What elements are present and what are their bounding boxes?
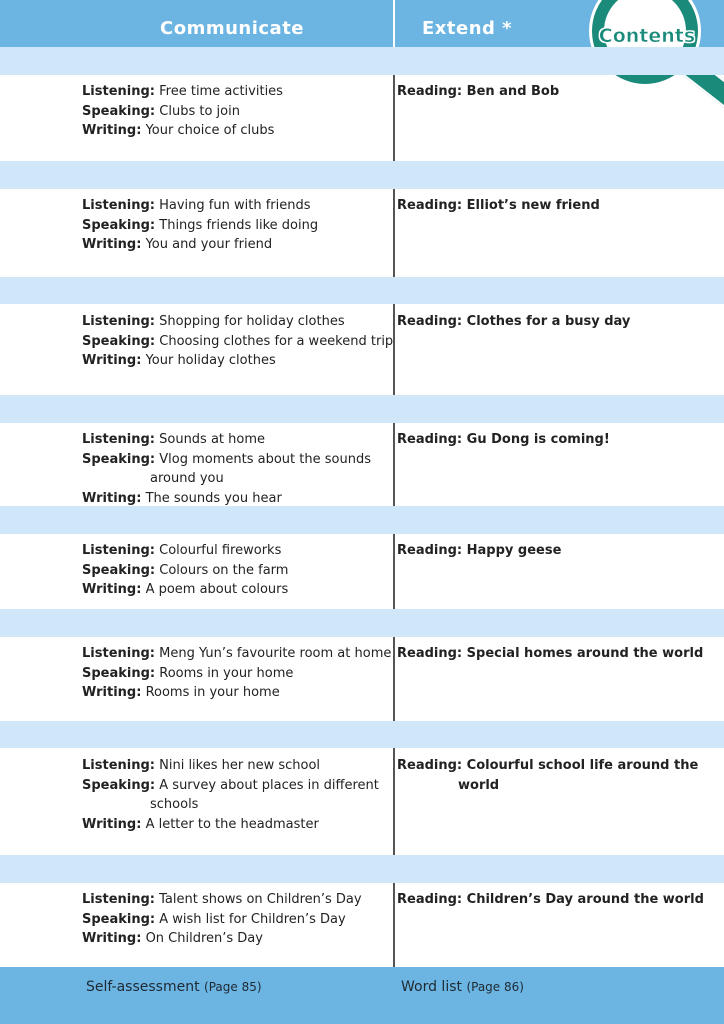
listening-label: Listening: — [82, 432, 155, 447]
speaking-text: Colours on the farm — [159, 562, 289, 578]
reading-text: Special homes around the world — [466, 646, 704, 661]
unit-band — [0, 609, 724, 637]
unit-band — [0, 277, 724, 304]
reading-label: Reading: — [397, 758, 463, 773]
writing-line — [82, 489, 382, 509]
speaking-line — [82, 561, 382, 581]
speaking-text: A survey about places in different — [159, 777, 379, 793]
communicate-cell — [82, 430, 382, 508]
column-divider — [393, 75, 395, 161]
listening-label: Listening: — [82, 758, 155, 773]
reading-line — [397, 890, 717, 910]
unit-band — [0, 47, 724, 75]
reading-text: Happy geese — [466, 543, 562, 558]
writing-label: Writing: — [82, 685, 142, 701]
speaking-continuation: schools — [150, 797, 199, 813]
speaking-text: Rooms in your home — [159, 665, 294, 681]
speaking-continuation: around you — [150, 471, 224, 487]
writing-text: You and your friend — [145, 237, 273, 253]
reading-line — [397, 756, 717, 776]
column-divider — [393, 534, 395, 609]
communicate-cell — [82, 756, 382, 834]
reading-text: Elliot’s new friend — [466, 198, 600, 213]
listening-text: Free time activities — [159, 84, 283, 99]
speaking-label: Speaking: — [82, 911, 156, 927]
speaking-label: Speaking: — [82, 217, 156, 233]
listening-text: Colourful fireworks — [159, 543, 282, 558]
reading-label: Reading: — [397, 543, 463, 558]
unit-band — [0, 161, 724, 189]
extend-cell — [397, 82, 717, 102]
communicate-cell — [82, 644, 392, 703]
speaking-line — [82, 450, 382, 470]
reading-label: Reading: — [397, 84, 463, 99]
reading-line — [397, 430, 717, 450]
speaking-label: Speaking: — [82, 333, 156, 349]
column-divider — [393, 423, 395, 506]
extend-cell — [397, 890, 717, 910]
writing-text: The sounds you hear — [145, 490, 282, 506]
communicate-cell — [82, 82, 382, 141]
listening-text: Sounds at home — [159, 432, 266, 447]
listening-line — [82, 312, 382, 332]
writing-text: Your choice of clubs — [145, 123, 275, 139]
reading-line — [397, 82, 717, 102]
communicate-cell — [82, 541, 382, 600]
reading-label: Reading: — [397, 432, 463, 447]
speaking-label: Speaking: — [82, 103, 156, 119]
listening-line — [82, 756, 382, 776]
listening-text: Shopping for holiday clothes — [159, 314, 345, 329]
contents-title: Contents — [598, 25, 696, 47]
unit-band — [0, 506, 724, 534]
listening-text: Talent shows on Children’s Day — [159, 892, 362, 907]
speaking-line — [82, 216, 382, 236]
writing-line — [82, 235, 382, 255]
speaking-label: Speaking: — [82, 562, 156, 578]
writing-label: Writing: — [82, 237, 142, 253]
header-divider — [393, 0, 395, 47]
extend-column-header: Extend * — [422, 18, 513, 39]
extend-cell — [397, 541, 717, 561]
listening-text: Nini likes her new school — [159, 758, 321, 773]
reading-line — [397, 644, 717, 664]
speaking-label: Speaking: — [82, 777, 156, 793]
listening-line — [82, 196, 382, 216]
reading-text: Clothes for a busy day — [466, 314, 631, 329]
speaking-text: Choosing clothes for a weekend trip — [159, 333, 394, 349]
speaking-line — [82, 664, 382, 684]
communicate-column-header: Communicate — [160, 18, 305, 39]
writing-line — [82, 580, 382, 600]
speaking-text: Vlog moments about the sounds — [159, 451, 371, 467]
reading-continuation: world — [458, 777, 500, 793]
unit-band — [0, 855, 724, 883]
column-divider — [393, 304, 395, 395]
communicate-cell — [82, 890, 382, 949]
writing-text: A poem about colours — [145, 582, 289, 598]
column-divider — [393, 883, 395, 967]
writing-line — [82, 121, 382, 141]
listening-label: Listening: — [82, 84, 155, 99]
listening-text: Having fun with friends — [159, 198, 311, 213]
listening-label: Listening: — [82, 543, 155, 558]
listening-line — [82, 82, 382, 102]
extend-cell — [397, 312, 717, 332]
column-divider — [393, 189, 395, 277]
communicate-cell — [82, 196, 382, 255]
extend-cell — [397, 756, 717, 795]
writing-label: Writing: — [82, 816, 142, 832]
communicate-cell — [82, 312, 394, 371]
unit-band — [0, 395, 724, 423]
column-divider — [393, 748, 395, 855]
unit-band — [0, 721, 724, 748]
writing-label: Writing: — [82, 490, 142, 506]
reading-text: Ben and Bob — [466, 84, 560, 99]
listening-text: Meng Yun’s favourite room at home — [159, 646, 392, 661]
reading-text: Gu Dong is coming! — [466, 432, 610, 447]
writing-text: Your holiday clothes — [145, 353, 276, 369]
reading-label: Reading: — [397, 198, 463, 213]
writing-line — [82, 351, 382, 371]
reading-text: Children’s Day around the world — [466, 892, 704, 907]
writing-text: Rooms in your home — [145, 685, 280, 701]
footer-bar — [0, 967, 724, 1024]
extend-cell — [397, 196, 717, 216]
listening-label: Listening: — [82, 314, 155, 329]
listening-line — [82, 890, 382, 910]
listening-label: Listening: — [82, 646, 155, 661]
writing-label: Writing: — [82, 582, 142, 598]
speaking-line — [82, 776, 382, 796]
writing-line — [82, 815, 382, 835]
column-divider — [393, 637, 395, 721]
speaking-label: Speaking: — [82, 665, 156, 681]
reading-text: Colourful school life around the — [466, 758, 699, 773]
writing-label: Writing: — [82, 123, 142, 139]
speaking-line — [82, 910, 382, 930]
reading-label: Reading: — [397, 892, 463, 907]
writing-label: Writing: — [82, 353, 142, 369]
extend-cell — [397, 644, 717, 664]
listening-line — [82, 541, 382, 561]
writing-text: On Children’s Day — [145, 931, 263, 947]
speaking-text: Clubs to join — [159, 103, 240, 119]
self-assessment-link[interactable]: Self-assessment (Page 85) — [86, 979, 262, 995]
speaking-line — [82, 102, 382, 122]
listening-label: Listening: — [82, 198, 155, 213]
writing-label: Writing: — [82, 931, 142, 947]
speaking-line — [82, 332, 394, 352]
speaking-text: Things friends like doing — [159, 217, 319, 233]
reading-line — [397, 541, 717, 561]
listening-line — [82, 644, 392, 664]
writing-line — [82, 929, 382, 949]
speaking-text: A wish list for Children’s Day — [159, 911, 346, 927]
extend-cell — [397, 430, 717, 450]
reading-label: Reading: — [397, 646, 463, 661]
listening-line — [82, 430, 382, 450]
speaking-label: Speaking: — [82, 451, 156, 467]
word-list-link[interactable]: Word list (Page 86) — [401, 979, 524, 995]
reading-line — [397, 312, 717, 332]
reading-line — [397, 196, 717, 216]
reading-label: Reading: — [397, 314, 463, 329]
writing-text: A letter to the headmaster — [145, 816, 319, 832]
writing-line — [82, 683, 382, 703]
listening-label: Listening: — [82, 892, 155, 907]
